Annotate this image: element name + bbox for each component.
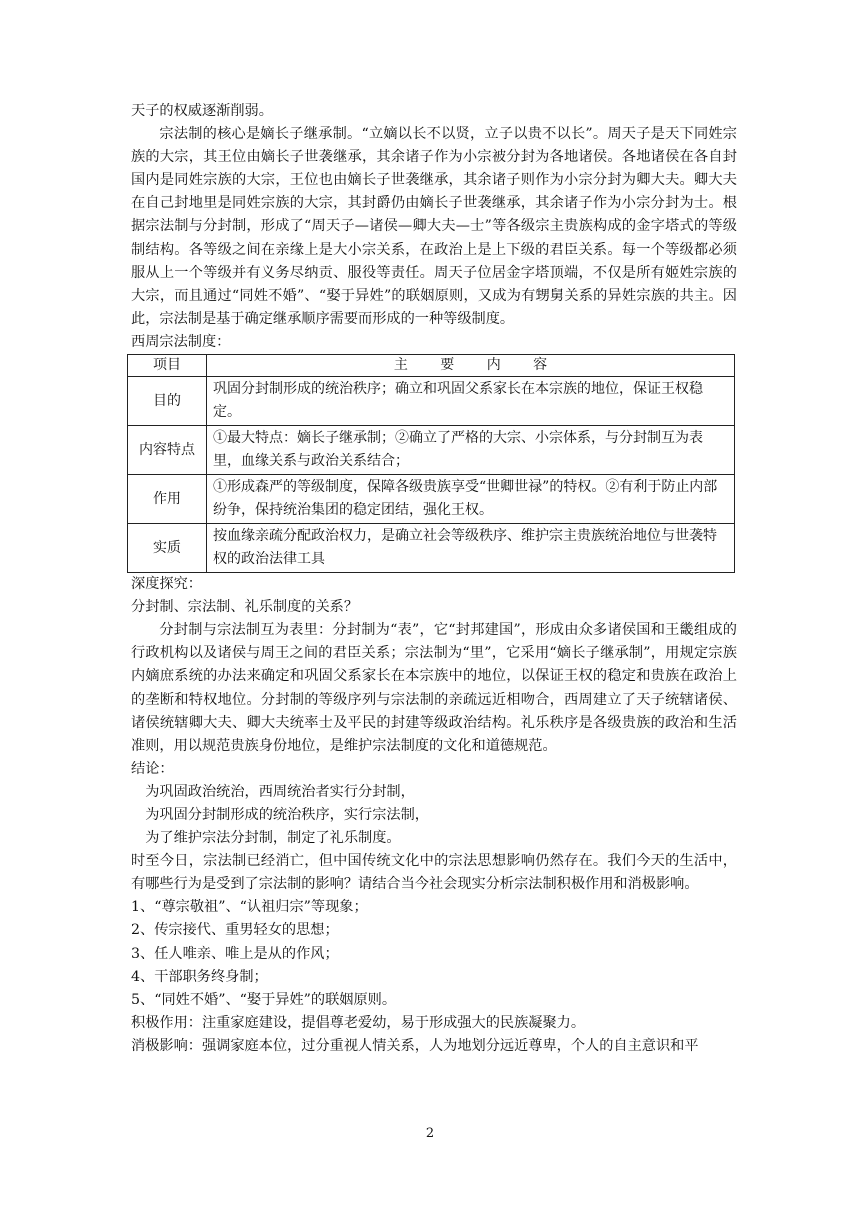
table-row-content: 巩固分封制形成的统治秩序；确立和巩固父系家长在本宗族的地位，保证王权稳定。 <box>207 377 735 426</box>
list-item: 1、“尊宗敬祖”、“认祖归宗”等现象； <box>131 899 368 916</box>
list-item: 2、传宗接代、重男轻女的思想； <box>131 922 339 939</box>
table-row-item: 目的 <box>128 377 207 426</box>
conclusion-line: 为了维护宗法分封制，制定了礼乐制度。 <box>145 830 401 847</box>
table-header-item: 项目 <box>128 355 207 377</box>
table-row <box>128 475 735 524</box>
deep-answer: 分封制与宗法制互为表里：分封制为“表”，它“封邦建国”，形成由众多诸侯国和王畿组成的行政机构以及诸侯与周王之间的君臣关系；宗法制为“里”，它采用“嫡长子继承制”，用规定宗族内嫡庶系统的办法来确定和巩固父系家长在本宗族中的地位，以保证王权的稳定和贵族在政治上的垄断和特权地位。分封制的等级序列与宗法制的亲疏远近相吻合，西周建立了天子统辖诸侯、诸侯统辖卿大夫、卿大夫统率士及平民的封建等级政治结构。礼乐秩序是各级贵族的政治和生活准则，用以规范贵族身份地位，是维护宗法制度的文化和道德规范。 <box>131 622 737 754</box>
table-row <box>128 426 735 475</box>
page-number: 2 <box>425 1126 435 1141</box>
table-caption: 西周宗法制度： <box>131 333 231 350</box>
list-item: 3、任人唯亲、唯上是从的作风； <box>131 945 339 962</box>
table-row-content: ①最大特点：嫡长子继承制；②确立了严格的大宗、小宗体系，与分封制互为表里，血缘关系与政治关系结合； <box>207 426 735 475</box>
table-header-content: 主 要 内 容 <box>207 355 735 377</box>
positive-effect: 积极作用：注重家庭建设，提倡尊老爱幼，易于形成强大的民族凝聚力。 <box>131 1014 586 1031</box>
table-row <box>128 377 735 426</box>
zongfa-table <box>127 354 735 573</box>
table-header-row <box>128 355 735 377</box>
negative-effect: 消极影响：强调家庭本位，过分重视人情关系，人为地划分远近尊卑，个人的自主意识和平 <box>131 1037 699 1054</box>
list-item: 5、“同姓不婚”、“娶于异姓”的联姻原则。 <box>131 991 397 1008</box>
table-row-item: 内容特点 <box>128 426 207 475</box>
conclusion-line: 为巩固政治统治，西周统治者实行分封制， <box>145 783 415 800</box>
table-row-content: 按血缘亲疏分配政治权力，是确立社会等级秩序、维护宗主贵族统治地位与世袭特权的政治法律工具 <box>207 524 735 573</box>
section-title-deep: 深度探究： <box>131 576 202 593</box>
section-title-conclusion: 结论： <box>131 760 174 777</box>
paragraph-zongfa-core: 宗法制的核心是嫡长子继承制。“立嫡以长不以贤，立子以贵不以长”。周天子是天下同姓宗族的大宗，其王位由嫡长子世袭继承，其余诸子作为小宗被分封为各地诸侯。各地诸侯在各自封国内是同姓宗族的大宗，王位也由嫡长子世袭继承，其余诸子则作为小宗分封为卿大夫。卿大夫在自己封地里是同姓宗族的大宗，其封爵仍由嫡长子世袭继承，其余诸子作为小宗分封为士。根据宗法制与分封制，形成了“周天子—诸侯—卿大夫—士”等各级宗主贵族构成的金字塔式的等级制结构。各等级之间在亲缘上是大小宗关系，在政治上是上下级的君臣关系。每一个等级都必须服从上一个等级并有义务尽纳贡、服役等责任。周天子位居金字塔顶端，不仅是所有姬姓宗族的大宗，而且通过“同姓不婚”、“娶于异姓”的联姻原则，又成为有甥舅关系的异姓宗族的共主。因此，宗法制是基于确定继承顺序需要而形成的一种等级制度。 <box>131 126 737 327</box>
table-row-item: 作用 <box>128 475 207 524</box>
today-paragraph: 时至今日，宗法制已经消亡，但中国传统文化中的宗法思想影响仍然存在。我们今天的生活中，有哪些行为是受到了宗法制的影响？请结合当今社会现实分析宗法制积极作用和消极影响。 <box>131 853 737 893</box>
deep-question: 分封制、宗法制、礼乐制度的关系？ <box>131 599 359 616</box>
page-body <box>131 100 737 1058</box>
table-row-content: ①形成森严的等级制度，保障各级贵族享受“世卿世禄”的特权。②有利于防止内部纷争，保持统治集团的稳定团结，强化王权。 <box>207 475 735 524</box>
list-item: 4、干部职务终身制； <box>131 968 268 985</box>
paragraph-intro-tail: 天子的权威逐渐削弱。 <box>131 103 273 119</box>
conclusion-line: 为巩固分封制形成的统治秩序，实行宗法制， <box>145 806 429 823</box>
table-row <box>128 524 735 573</box>
table-row-item: 实质 <box>128 524 207 573</box>
